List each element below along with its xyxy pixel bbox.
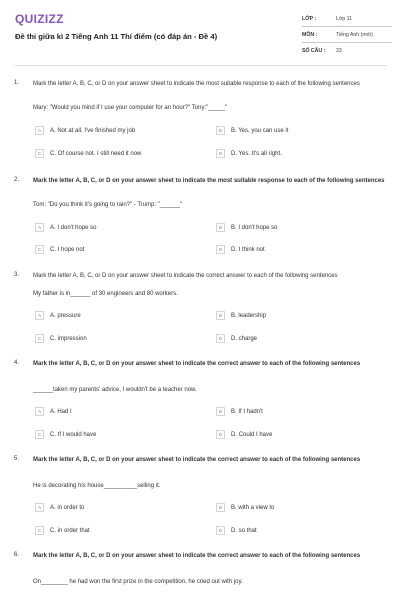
- option-a[interactable]: [35, 310, 81, 321]
- option-text: B. leadership: [231, 312, 267, 319]
- worksheet-title: Đề thi giữa kì 2 Tiếng Anh 11 Thí điểm (có đáp án - Đề 4): [15, 32, 218, 41]
- option-text: D. so that: [231, 527, 257, 534]
- question-instruction: Mark the letter A, B, C, or D on your answer sheet to indicate the most suitable response to each of the following sentences: [33, 81, 360, 87]
- option-b[interactable]: [216, 222, 278, 233]
- question-instruction: Mark the letter A, B, C, or D on your answer sheet to indicate the correct answer to each of the following sentences: [33, 361, 361, 367]
- option-text: C. I hope not: [50, 246, 85, 253]
- option-text: C. Of course not. I still need it now: [50, 150, 142, 157]
- question-number: 6.: [14, 552, 20, 558]
- meta-row-class: [302, 11, 392, 27]
- option-text: C. in order that: [50, 527, 90, 534]
- option-c[interactable]: [35, 525, 90, 536]
- option-text: B. with a view to: [231, 504, 275, 511]
- question-stem: Mary: "Would you mind if I use your computer for an hour?" Tony:"_____": [33, 105, 228, 111]
- option-d[interactable]: [216, 244, 265, 255]
- option-letter-box: C: [35, 245, 44, 254]
- option-letter-box: A: [35, 126, 44, 135]
- header-divider: [15, 65, 387, 66]
- question-instruction: Mark the letter A, B, C, or D on your answer sheet to indicate the correct answer to each of the following sentences: [33, 273, 338, 279]
- option-c[interactable]: [35, 333, 87, 344]
- option-letter-box: B: [216, 311, 225, 320]
- option-b[interactable]: [216, 502, 274, 513]
- option-c[interactable]: [35, 148, 141, 159]
- option-text: D. Could I have: [231, 431, 273, 438]
- option-d[interactable]: [216, 333, 257, 344]
- option-text: A. Had I: [50, 408, 72, 415]
- option-letter-box: C: [35, 334, 44, 343]
- question-number: 4.: [14, 360, 20, 366]
- question-stem: ______taken my parents' advice, I wouldn't be a teacher now.: [33, 387, 197, 393]
- option-text: D. Yes. It's all right.: [231, 150, 282, 157]
- meta-value: 33: [336, 48, 342, 54]
- option-c[interactable]: [35, 429, 96, 440]
- option-letter-box: D: [216, 245, 225, 254]
- option-d[interactable]: [216, 148, 282, 159]
- question-instruction: Mark the letter A, B, C, or D on your answer sheet to indicate the correct answer to each of the following sentences: [33, 457, 361, 463]
- option-text: A. Not at all. I've finished my job: [50, 127, 136, 134]
- option-letter-box: C: [35, 430, 44, 439]
- option-text: A. I don't hope so: [50, 224, 97, 231]
- option-text: B. Yes, you can use it: [231, 127, 289, 134]
- option-a[interactable]: [35, 222, 97, 233]
- option-letter-box: B: [216, 126, 225, 135]
- question-instruction: Mark the letter A, B, C, or D on your answer sheet to indicate the correct answer to each of the following sentences: [33, 553, 361, 559]
- option-b[interactable]: [216, 310, 266, 321]
- option-letter-box: A: [35, 223, 44, 232]
- meta-row-subject: [302, 27, 392, 43]
- meta-key: LỚP :: [302, 15, 317, 22]
- option-letter-box: B: [216, 407, 225, 416]
- question-number: 3.: [14, 272, 20, 278]
- option-text: D. I think not: [231, 246, 265, 253]
- question-stem: He is decorating his house__________selling it.: [33, 483, 161, 489]
- option-letter-box: C: [35, 149, 44, 158]
- option-c[interactable]: [35, 244, 84, 255]
- option-letter-box: D: [216, 430, 225, 439]
- option-letter-box: A: [35, 311, 44, 320]
- option-letter-box: B: [216, 223, 225, 232]
- question-instruction: Mark the letter A, B, C, or D on your answer sheet to indicate the most suitable response to each of the following sentences: [33, 178, 385, 184]
- option-letter-box: D: [216, 149, 225, 158]
- question-number: 5.: [14, 456, 20, 462]
- option-letter-box: D: [216, 334, 225, 343]
- option-a[interactable]: [35, 406, 72, 417]
- option-a[interactable]: [35, 502, 84, 513]
- option-text: C. impression: [50, 335, 87, 342]
- worksheet-header: [0, 0, 400, 64]
- option-text: B. If I hadn't: [231, 408, 263, 415]
- question-stem: My father is in______ of 30 engineers and 80 workers.: [33, 291, 178, 297]
- option-d[interactable]: [216, 429, 272, 440]
- option-text: A. pressure: [50, 312, 81, 319]
- meta-row-count: [302, 43, 392, 59]
- option-d[interactable]: [216, 525, 257, 536]
- option-b[interactable]: [216, 125, 288, 136]
- option-letter-box: C: [35, 526, 44, 535]
- worksheet-meta: [302, 11, 392, 59]
- option-letter-box: A: [35, 503, 44, 512]
- option-text: C. If I would have: [50, 431, 97, 438]
- meta-key: MÔN :: [302, 31, 318, 38]
- question-stem: Tom: "Do you think it's going to rain?" - Trump: "______": [33, 202, 183, 208]
- quizizz-logo[interactable]: QUIZIZZ: [15, 12, 64, 26]
- option-a[interactable]: [35, 125, 135, 136]
- option-text: A. in order to: [50, 504, 85, 511]
- meta-value: Lớp 11: [336, 15, 352, 22]
- option-letter-box: D: [216, 526, 225, 535]
- option-letter-box: B: [216, 503, 225, 512]
- question-number: 2.: [14, 177, 20, 183]
- option-text: D. charge: [231, 335, 258, 342]
- option-letter-box: A: [35, 407, 44, 416]
- option-text: B. I don't hope so: [231, 224, 278, 231]
- meta-value: Tiếng Anh (mới): [336, 31, 373, 38]
- question-number: 1.: [14, 80, 20, 86]
- question-stem: On________ he had won the first prize in the competition, he cried out with joy.: [33, 579, 243, 585]
- option-b[interactable]: [216, 406, 263, 417]
- meta-key: SỐ CÂU :: [302, 48, 326, 54]
